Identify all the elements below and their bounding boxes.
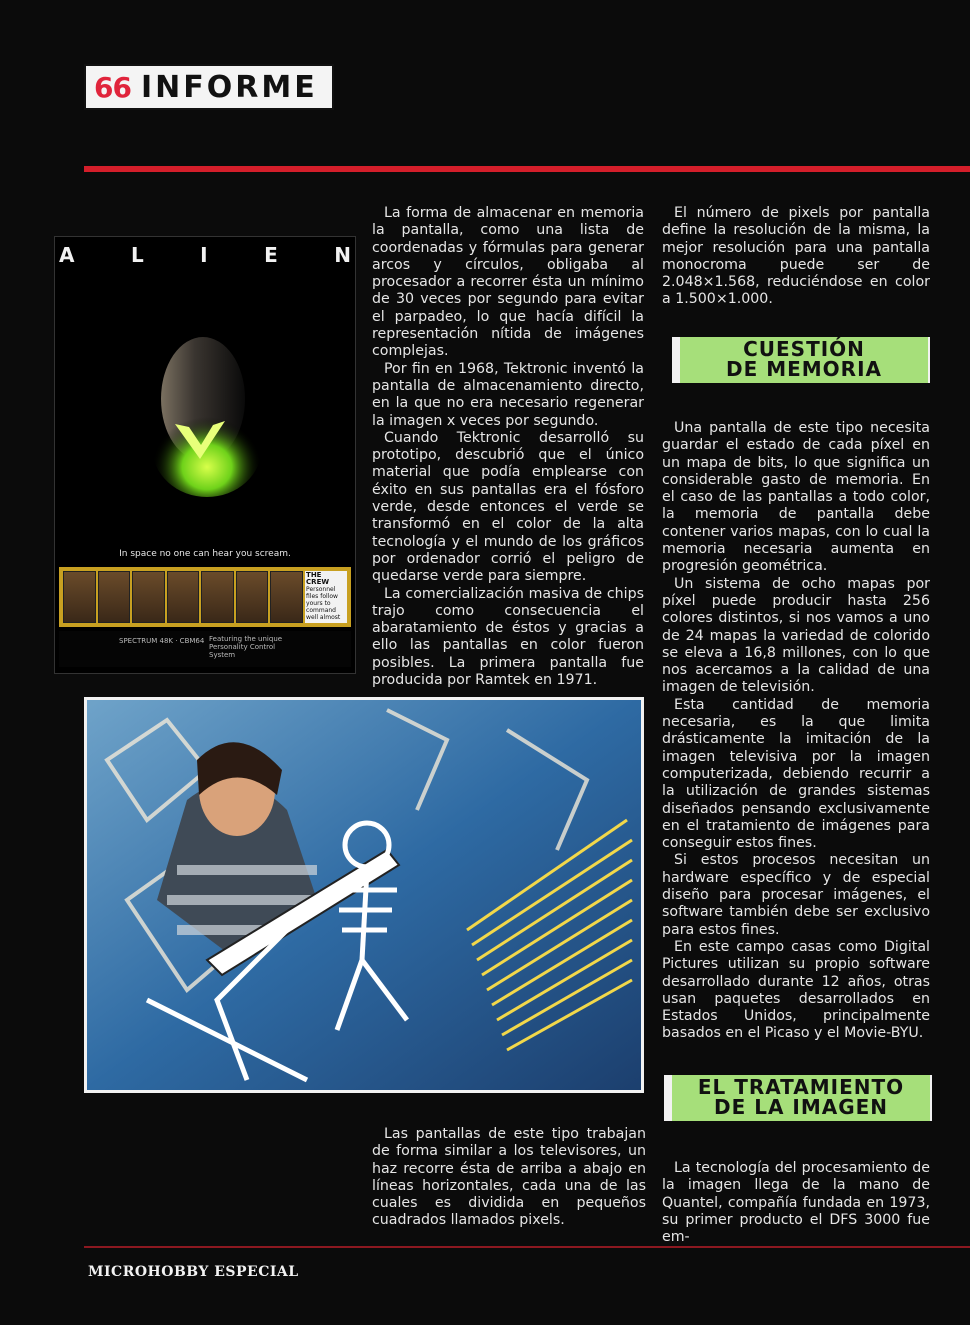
column-middle — [372, 205, 644, 689]
poster-letter: N — [334, 243, 351, 267]
heading-el-tratamiento-de-la-imagen — [664, 1075, 932, 1121]
paragraph: Si estos procesos necesitan un hardware específico y de especial diseño para procesar imágenes, el software también debe ser exclusivo para estos fines. — [662, 852, 930, 938]
paragraph: La tecnología del procesamiento de la imagen llega de la mano de Quantel, compañía fundada en 1973, su primer producto el DFS 3000 fue em- — [662, 1160, 930, 1246]
paragraph: El número de pixels por pantalla define la resolución de la misma, la mejor resolución para una pantalla monocroma puede ser de 2.048×1.568, reduciéndose en color a 1.500×1.000. — [662, 205, 930, 308]
crew-text: Personnel files follow yours to command well almost — [306, 586, 341, 621]
crew-title: THE CREW — [306, 571, 330, 586]
feature-text: Featuring the unique Personality Control System — [209, 635, 283, 659]
crew-strip — [59, 567, 351, 627]
column-right-tratamiento — [662, 1160, 930, 1246]
poster-tagline: In space no one can hear you scream. — [119, 549, 291, 559]
crew-face — [98, 571, 131, 623]
paragraph: Por fin en 1968, Tektronic inventó la pantalla de almacenamiento directo, en la que no era necesario regenerar la imagen x veces por segundo. — [372, 360, 644, 429]
poster-footer — [59, 631, 351, 667]
heading-cuestion-de-memoria — [672, 337, 930, 383]
paragraph: Esta cantidad de memoria necesaria, es la que limita drásticamente la imitación de la imagen televisiva por la imagen computerizada, debiendo recurrir a la utilización de grandes sistemas diseñados pensando exclusivamente en el tratamiento de imágenes para conseguir estos fines. — [662, 696, 930, 852]
paragraph: La comercialización masiva de chips trajo como consecuencia el abaratamiento de éstos y gracias a ello las pantallas en color fueron posibles. La primera pantalla fue producida por Ramtek en 1971. — [372, 585, 644, 689]
poster-letter: E — [264, 243, 278, 267]
column-right-memoria — [662, 420, 930, 1043]
crew-face — [167, 571, 200, 623]
alien-egg-graphic — [145, 329, 265, 523]
crew-face — [63, 571, 96, 623]
crew-face — [270, 571, 303, 623]
paragraph: Cuando Tektronic desarrolló su prototipo, descubrió que el único material que podía emplearse con éxito en sus pantallas era el fósforo verde, desde entonces el verde se transformó en el color de la alta tecnología y el mundo de los gráficos por ordenador corrió el peligro de quedarse verde para siempre. — [372, 429, 644, 585]
poster-letter: I — [200, 243, 208, 267]
heading-line: EL TRATAMIENTO — [697, 1075, 905, 1099]
column-middle-bottom — [372, 1126, 646, 1230]
poster-title — [55, 243, 355, 267]
heading-line: DE LA IMAGEN — [713, 1095, 889, 1119]
poster-letter: L — [130, 243, 144, 267]
paragraph: Las pantallas de este tipo trabajan de forma similar a los televisores, un haz recorre ésta de arriba a abajo en líneas horizontales, cada una de las cuales es dividida en pequeños cuadrados llamados pixels. — [372, 1126, 646, 1229]
page-number: 66 — [94, 70, 131, 104]
bottom-divider — [84, 1246, 970, 1248]
top-divider — [84, 166, 970, 172]
paragraph: En este campo casas como Digital Pictures utilizan su propio software desarrollado durante 12 años, otras usan paquetes desarrollados en Estados Unidos, principalmente basados en el Picaso y el Movie-BYU. — [662, 938, 930, 1042]
section-header — [84, 64, 334, 110]
platform-text: SPECTRUM 48K · CBM64 — [119, 637, 205, 645]
paragraph: Un sistema de ocho mapas por píxel puede producir hasta 256 colores distintos, si nos vamos a uno de 24 mapas la variedad de colorido se eleva a 16,8 millones, con lo que nos acercamos a la calidad de una imagen de televisión. — [662, 575, 930, 696]
alien-poster-image — [54, 236, 356, 674]
heading-line: CUESTIÓN — [743, 337, 865, 361]
guitarist-graphics-photo — [84, 697, 644, 1093]
crew-face — [132, 571, 165, 623]
magazine-footer: MICROHOBBY ESPECIAL — [88, 1264, 299, 1280]
heading-line: DE MEMORIA — [725, 357, 882, 381]
crew-face — [201, 571, 234, 623]
section-title: INFORME — [140, 69, 318, 105]
paragraph: La forma de almacenar en memoria la pantalla, como una lista de coordenadas y fórmulas para generar arcos y círculos, obligaba al procesador a recorrer ésta un mínimo de 30 veces por segundo para evitar el parpadeo, lo que hacía difícil la representación nítida de imágenes complejas. — [372, 205, 644, 360]
crew-face — [236, 571, 269, 623]
column-right-top — [662, 205, 930, 309]
poster-letter: A — [59, 243, 75, 267]
crew-box — [305, 571, 347, 623]
paragraph: Una pantalla de este tipo necesita guardar el estado de cada píxel en un mapa de bits, lo que significa un considerable gasto de memoria. En el caso de las pantallas a todo color, la memoria de pantalla debe contener varios mapas, con lo cual la memoria necesaria aumenta en progresión geométrica. — [662, 420, 930, 575]
